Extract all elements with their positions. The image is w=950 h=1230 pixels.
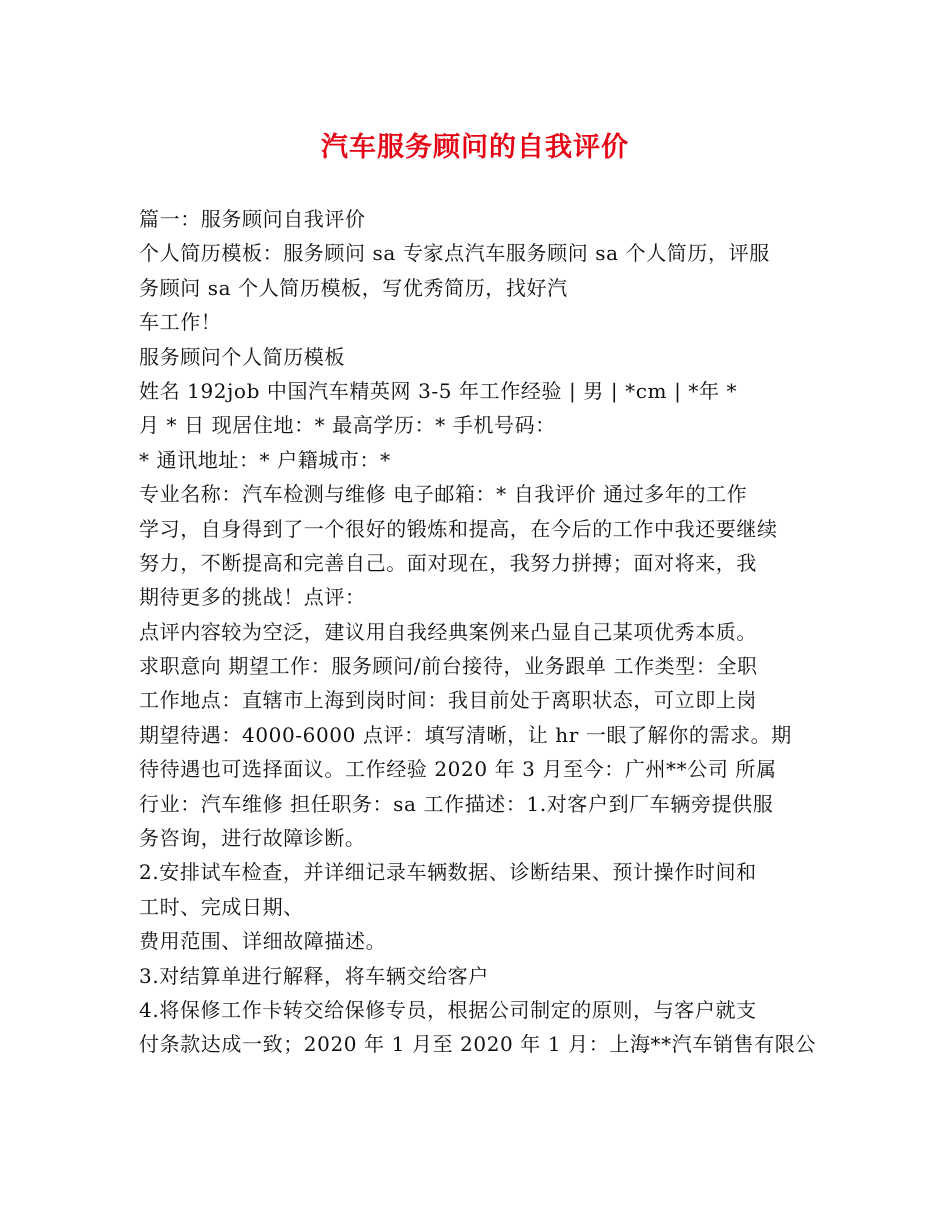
body-line: 费用范围、详细故障描述。	[139, 929, 387, 954]
body-line: 篇一：服务顾问自我评价	[139, 207, 366, 231]
body-line: 2.安排试车检查，并详细记录车辆数据、诊断结果、预计操作时间和	[139, 860, 757, 885]
body-line: 务咨询，进行故障诊断。	[139, 826, 366, 851]
body-line: 月 * 日 现居住地：* 最高学历：* 手机号码：	[139, 413, 556, 438]
body-line: 工作地点：直辖市上海到岗时间：我目前处于离职状态，可立即上岗	[139, 688, 757, 713]
body-line: 工时、完成日期、	[139, 894, 304, 919]
body-line: 期待更多的挑战！点评：	[139, 585, 366, 610]
body-line: 付条款达成一致；2020 年 1 月至 2020 年 1 月：上海**汽车销售有限公	[139, 1032, 816, 1057]
body-line: 期望待遇：4000-6000 点评：填写清晰，让 hr 一眼了解你的需求。期	[139, 722, 792, 747]
body-line: 个人简历模板：服务顾问 sa 专家点汽车服务顾问 sa 个人简历，评服	[139, 241, 770, 266]
body-line: 求职意向 期望工作：服务顾问/前台接待，业务跟单 工作类型：全职	[139, 654, 758, 679]
body-line: 待待遇也可选择面议。工作经验 2020 年 3 月至今：广州**公司 所属	[139, 757, 777, 782]
body-line: 服务顾问个人简历模板	[139, 344, 345, 369]
body-line: 专业名称：汽车检测与维修 电子邮箱：* 自我评价 通过多年的工作	[139, 482, 748, 507]
document-title: 汽车服务顾问的自我评价	[321, 132, 629, 163]
body-line: 务顾问 sa 个人简历模板，写优秀简历，找好汽	[139, 275, 568, 300]
body-line: 车工作！	[139, 310, 222, 335]
body-line: 行业：汽车维修 担任职务：sa 工作描述：1.对客户到厂车辆旁提供服	[139, 791, 774, 816]
body-line: 点评内容较为空泛，建议用自我经典案例来凸显自己某项优秀本质。	[139, 619, 757, 644]
body-line: 努力，不断提高和完善自己。面对现在，我努力拼搏；面对将来，我	[139, 550, 757, 575]
body-line: * 通讯地址：* 户籍城市：*	[139, 447, 391, 472]
body-line: 3.对结算单进行解释，将车辆交给客户	[139, 963, 489, 988]
body-line: 学习，自身得到了一个很好的锻炼和提高，在今后的工作中我还要继续	[139, 516, 778, 541]
body-line: 4.将保修工作卡转交给保修专员，根据公司制定的原则，与客户就支	[139, 997, 757, 1022]
body-line: 姓名 192job 中国汽车精英网 3-5 年工作经验 | 男 | *cm | *年 *	[139, 378, 738, 403]
document-body	[139, 202, 815, 1062]
